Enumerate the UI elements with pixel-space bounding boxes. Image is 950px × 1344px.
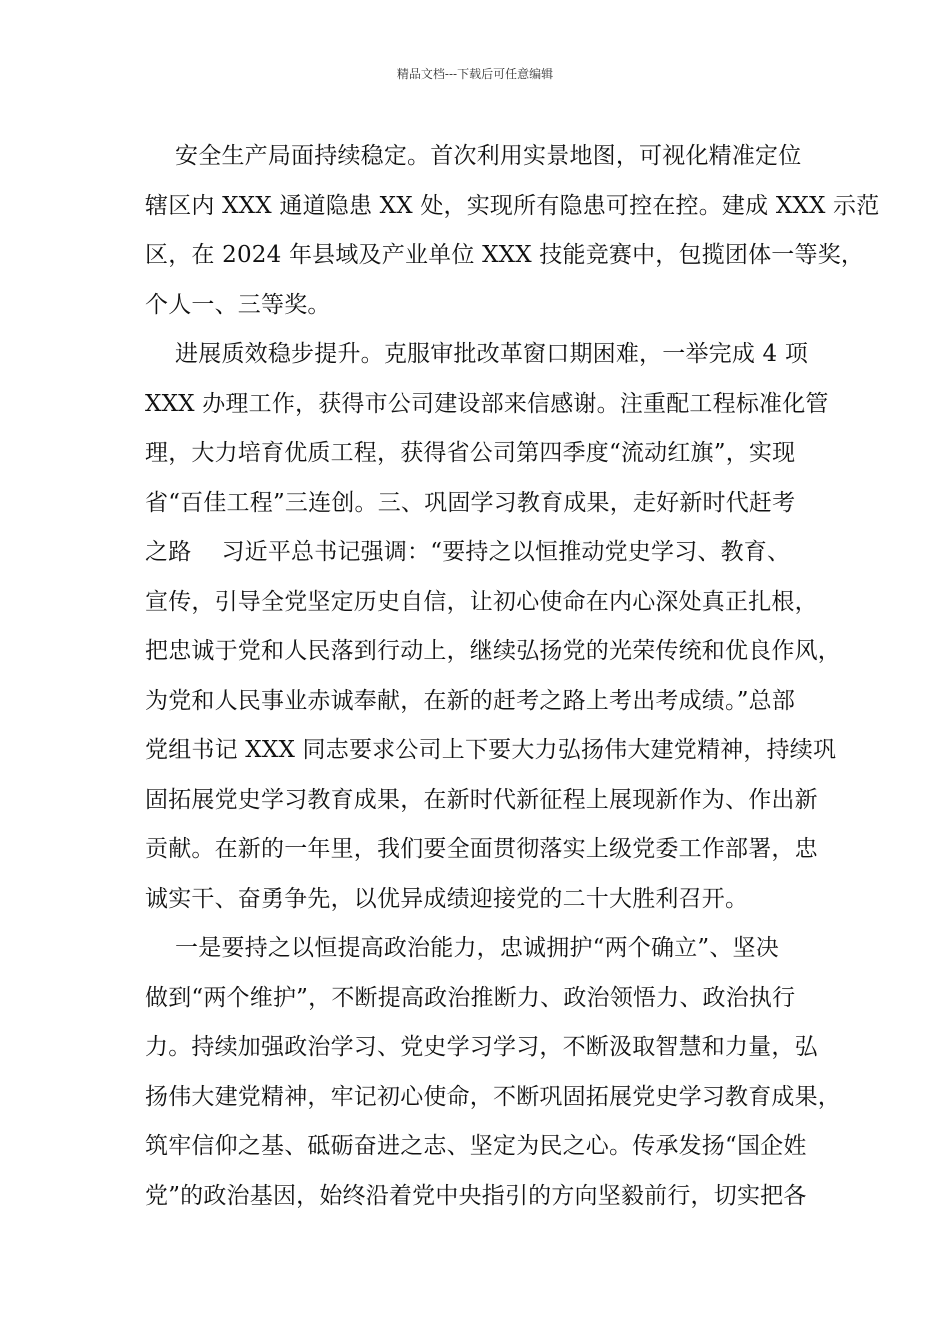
document-body xyxy=(145,132,880,1221)
text-line: 贡献。在新的一年里，我们要全面贯彻落实上级党委工作部署，忠 xyxy=(145,836,818,862)
text-line: 安全生产局面持续稳定。首次利用实景地图，可视化精准定位 xyxy=(145,143,802,169)
text-line: 省“百佳工程”三连创。三、巩固学习教育成果，走好新时代赶考 xyxy=(145,489,796,516)
text-line: 党组书记 XXX 同志要求公司上下要大力弘扬伟大建党精神，持续巩 xyxy=(145,737,837,763)
text-line: 扬伟大建党精神，牢记初心使命，不断巩固拓展党史学习教育成果， xyxy=(145,1083,841,1110)
text-line: XXX 办理工作，获得市公司建设部来信感谢。注重配工程标准化管 xyxy=(145,390,829,417)
text-line: 为党和人民事业赤诚奉献，在新的赶考之路上考出考成绩。”总部 xyxy=(145,687,796,714)
text-line: 辖区内 XXX 通道隐患 XX 处，实现所有隐患可控在控。建成 XXX 示范 xyxy=(145,192,880,219)
text-line: 个人一、三等奖。 xyxy=(145,291,331,318)
text-line: 固拓展党史学习教育成果，在新时代新征程上展现新作为、作出新 xyxy=(145,786,818,813)
text-line: 一是要持之以恒提高政治能力，忠诚拥护“两个确立”、坚决 xyxy=(145,935,779,961)
text-line: 宣传，引导全党坚定历史自信，让初心使命在内心深处真正扎根， xyxy=(145,588,818,615)
text-line: 诚实干、奋勇争先，以优异成绩迎接党的二十大胜利召开。 xyxy=(145,885,749,912)
text-line: 理，大力培育优质工程，获得省公司第四季度“流动红旗”，实现 xyxy=(145,440,796,466)
text-line: 做到“两个维护”，不断提高政治推断力、政治领悟力、政治执行 xyxy=(145,984,796,1011)
text-line: 党”的政治基因，始终沿着党中央指引的方向坚毅前行，切实把各 xyxy=(145,1182,807,1209)
text-line: 把忠诚于党和人民落到行动上，继续弘扬党的光荣传统和优良作风， xyxy=(145,638,841,664)
text-line: 力。持续加强政治学习、党史学习学习，不断汲取智慧和力量，弘 xyxy=(145,1034,818,1060)
text-line: 之路 习近平总书记强调：“要持之以恒推动党史学习、教育、 xyxy=(145,539,791,565)
text-line: 进展质效稳步提升。克服审批改革窗口期困难，一举完成 4 项 xyxy=(145,341,809,367)
text-line: 筑牢信仰之基、砥砺奋进之志、坚定为民之心。传承发扬“国企姓 xyxy=(145,1133,807,1159)
page-header: 精品文档---下载后可任意编辑 xyxy=(396,67,554,81)
text-line: 区，在 2024 年县域及产业单位 XXX 技能竞赛中，包揽团体一等奖， xyxy=(145,242,865,268)
